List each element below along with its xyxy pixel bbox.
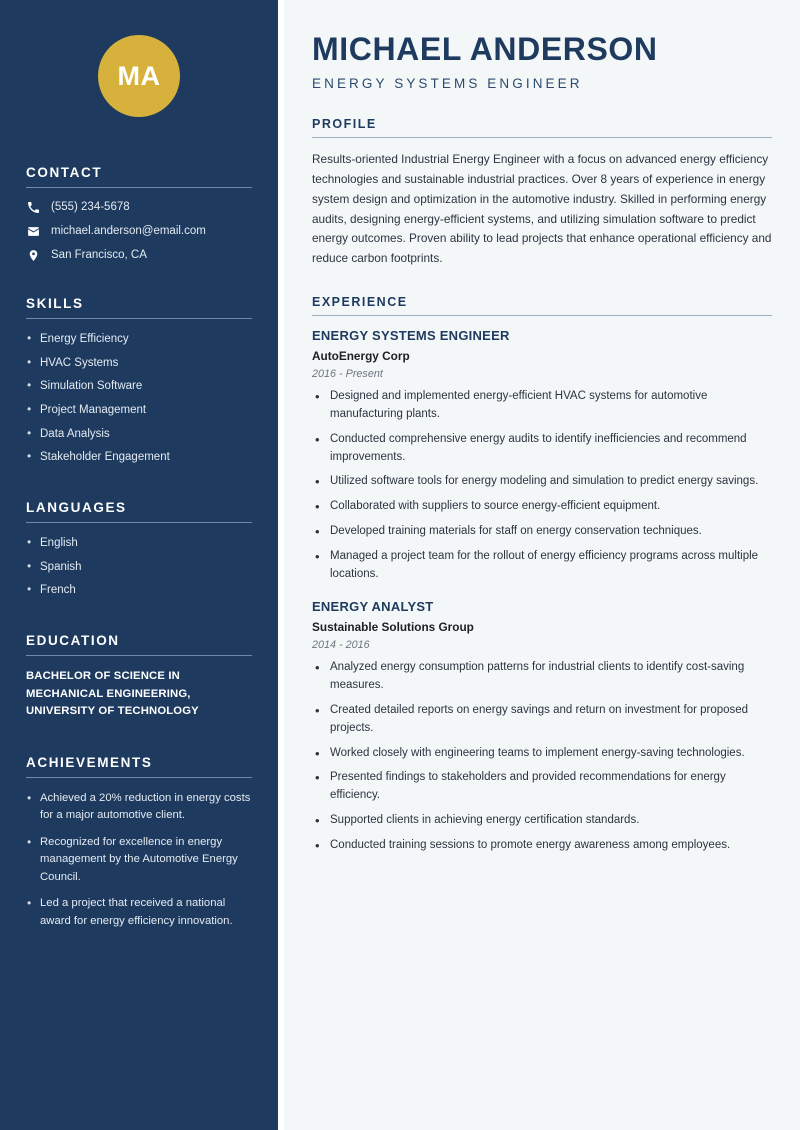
skills-divider [26, 318, 252, 319]
education-divider [26, 655, 252, 656]
contact-item-email[interactable] [26, 224, 252, 238]
achievements-heading: ACHIEVEMENTS [26, 754, 153, 770]
list-item: • Designed and implemented energy-efficient HVAC systems for automotive manufacturing plants. [312, 388, 772, 424]
experience-divider [312, 315, 772, 316]
list-item: • Stakeholder Engagement [26, 449, 252, 466]
profile-text: Results-oriented Industrial Energy Engineer with a focus on advanced energy efficiency technologies and sustainable industrial practices. Over 8 years of experience in energy system design and optimization in the automotive industry. Skilled in performing energy audits, designing energy-efficient systems, and utilizing simulation software to predict energy outcomes. Proven ability to lead projects that enhance operational efficiency and reduce carbon footprints. [312, 152, 772, 266]
list-item: • Conducted comprehensive energy audits to identify inefficiencies and recommend improvements. [312, 431, 772, 467]
job-dates: 2016 - Present [312, 368, 383, 381]
education-section [26, 633, 252, 721]
list-item: • English [26, 535, 252, 552]
page-title: MICHAEL ANDERSON [312, 31, 658, 67]
list-item: • Supported clients in achieving energy certification standards. [312, 812, 772, 830]
profile-heading: PROFILE [312, 117, 377, 132]
job-title: ENERGY SYSTEMS ENGINEER [312, 328, 510, 344]
list-item: • Collaborated with suppliers to source energy-efficient equipment. [312, 498, 772, 516]
sidebar [0, 0, 278, 1130]
list-item: • Project Management [26, 402, 252, 419]
avatar-container [26, 0, 252, 117]
phone-icon [26, 200, 40, 214]
experience-entry [312, 599, 772, 854]
list-item: • Managed a project team for the rollout of energy efficiency programs across multiple locations. [312, 548, 772, 584]
languages-section [26, 500, 252, 599]
education-entry: BACHELOR OF SCIENCE IN MECHANICAL ENGINEERING, UNIVERSITY OF TECHNOLOGY [26, 670, 199, 718]
experience-heading: EXPERIENCE [312, 295, 408, 310]
achievements-section [26, 755, 252, 931]
email-value: michael.anderson@email.com [51, 225, 206, 237]
contact-divider [26, 187, 252, 188]
list-item: • Developed training materials for staff on energy conservation techniques. [312, 523, 772, 541]
list-item: • Recognized for excellence in energy management by the Automotive Energy Council. [26, 834, 252, 887]
experience-section [312, 295, 772, 855]
contact-heading: CONTACT [26, 165, 103, 180]
list-item: • Simulation Software [26, 378, 252, 395]
job-dates: 2014 - 2016 [312, 639, 370, 652]
list-item: • Presented findings to stakeholders and provided recommendations for energy efficiency. [312, 769, 772, 805]
profile-section [312, 117, 772, 269]
location-value: San Francisco, CA [51, 249, 147, 261]
education-heading: EDUCATION [26, 633, 120, 649]
job-bullet-list [312, 388, 772, 583]
list-item: • Achieved a 20% reduction in energy costs for a major automotive client. [26, 790, 252, 825]
skills-heading: SKILLS [26, 296, 84, 311]
location-pin-icon [26, 248, 40, 262]
skills-section [26, 296, 252, 466]
job-company: AutoEnergy Corp [312, 349, 410, 364]
avatar: MA [98, 35, 180, 117]
phone-value: (555) 234-5678 [51, 201, 130, 213]
list-item: • Worked closely with engineering teams to implement energy-saving technologies. [312, 745, 772, 763]
professional-subtitle: ENERGY SYSTEMS ENGINEER [312, 76, 583, 92]
job-title: ENERGY ANALYST [312, 599, 434, 615]
main-content [284, 0, 800, 1130]
profile-divider [312, 137, 772, 138]
list-item: • Energy Efficiency [26, 331, 252, 348]
list-item: • Analyzed energy consumption patterns for industrial clients to identify cost-saving measures. [312, 659, 772, 695]
list-item: • Utilized software tools for energy modeling and simulation to predict energy savings. [312, 473, 772, 491]
list-item: • Conducted training sessions to promote energy awareness among employees. [312, 837, 772, 855]
skills-list [26, 331, 252, 466]
list-item: • Spanish [26, 559, 252, 576]
languages-list [26, 535, 252, 599]
achievements-list [26, 790, 252, 931]
languages-divider [26, 522, 252, 523]
list-item: • French [26, 582, 252, 599]
contact-section [26, 165, 252, 262]
achievements-divider [26, 777, 252, 778]
contact-item-location[interactable] [26, 248, 252, 262]
list-item: • HVAC Systems [26, 355, 252, 372]
job-bullet-list [312, 659, 772, 854]
contact-item-phone[interactable] [26, 200, 252, 214]
job-company: Sustainable Solutions Group [312, 620, 474, 635]
envelope-icon [26, 224, 40, 238]
languages-heading: LANGUAGES [26, 500, 127, 516]
list-item: • Data Analysis [26, 426, 252, 443]
experience-entry [312, 328, 772, 583]
list-item: • Led a project that received a national award for energy efficiency innovation. [26, 895, 252, 930]
list-item: • Created detailed reports on energy savings and return on investment for proposed projects. [312, 702, 772, 738]
